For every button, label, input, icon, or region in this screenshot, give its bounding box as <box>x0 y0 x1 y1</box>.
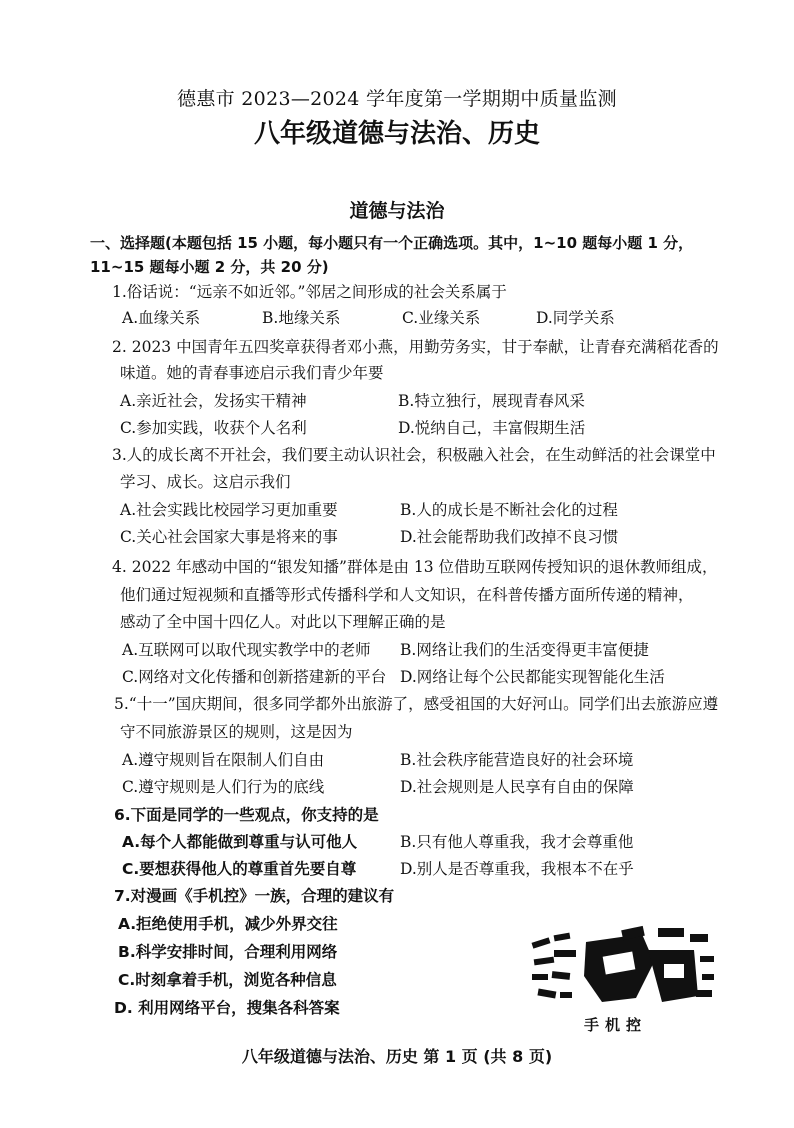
page-footer: 八年级道德与法治、历史 第 1 页 (共 8 页) <box>241 1047 553 1066</box>
exam-title: 德惠市 2023—2024 学年度第一学期期中质量监测 <box>177 88 617 110</box>
q1-option-d: D.同学关系 <box>536 309 615 327</box>
question-4-stem-1: 4. 2022 年感动中国的“银发知播”群体是由 13 位借助互联网传授知识的退休教师组成， <box>112 558 718 576</box>
q2-option-c: C.参加实践，收获个人名利 <box>120 419 307 437</box>
q5-option-b: B.社会秩序能营造良好的社会环境 <box>400 751 634 769</box>
q3-option-b: B.人的成长是不断社会化的过程 <box>400 501 618 519</box>
instructions-line-1: 一、选择题(本题包括 15 小题，每小题只有一个正确选项。其中，1~10 题每小题 1 分， <box>90 234 694 252</box>
question-4-stem-3: 感动了全中国十四亿人。对此以下理解正确的是 <box>120 613 446 631</box>
question-5-stem-1: 5.“十一”国庆期间，很多同学都外出旅游了，感受祖国的大好河山。同学们出去旅游应遵 <box>114 695 719 713</box>
phone-addiction-cartoon-icon <box>524 920 720 1020</box>
q6-option-a: A.每个人都能做到尊重与认可他人 <box>122 833 358 851</box>
q3-option-c: C.关心社会国家大事是将来的事 <box>120 528 338 546</box>
q7-option-d: D. 利用网络平台，搜集各科答案 <box>114 999 340 1017</box>
cartoon-caption: 手机控 <box>584 1016 648 1034</box>
question-2-stem-2: 味道。她的青春事迹启示我们青少年要 <box>120 364 384 382</box>
q6-option-d: D.别人是否尊重我，我根本不在乎 <box>400 860 634 878</box>
q7-option-a: A.拒绝使用手机，减少外界交往 <box>118 915 338 933</box>
question-7-stem: 7.对漫画《手机控》一族，合理的建议有 <box>114 887 395 905</box>
q5-option-d: D.社会规则是人民享有自由的保障 <box>400 778 634 796</box>
q5-option-a: A.遵守规则旨在限制人们自由 <box>122 751 325 769</box>
q1-option-b: B.地缘关系 <box>262 309 341 327</box>
q6-option-c: C.要想获得他人的尊重首先要自尊 <box>122 860 357 878</box>
q1-option-c: C.业缘关系 <box>402 309 481 327</box>
q4-option-b: B.网络让我们的生活变得更丰富便捷 <box>400 641 649 659</box>
question-3-stem-1: 3.人的成长离不开社会，我们要主动认识社会，积极融入社会，在生动鲜活的社会课堂中 <box>112 446 716 464</box>
q3-option-d: D.社会能帮助我们改掉不良习惯 <box>400 528 619 546</box>
section-title: 道德与法治 <box>349 200 445 222</box>
q3-option-a: A.社会实践比校园学习更加重要 <box>120 501 338 519</box>
q7-option-c: C.时刻拿着手机，浏览各种信息 <box>118 971 337 989</box>
q4-option-a: A.互联网可以取代现实教学中的老师 <box>122 641 371 659</box>
q2-option-d: D.悦纳自己，丰富假期生活 <box>398 419 586 437</box>
instructions-line-2: 11~15 题每小题 2 分，共 20 分) <box>90 258 329 276</box>
q2-option-a: A.亲近社会，发扬实干精神 <box>120 392 307 410</box>
q5-option-c: C.遵守规则是人们行为的底线 <box>122 778 325 796</box>
q1-option-a: A.血缘关系 <box>122 309 201 327</box>
question-3-stem-2: 学习、成长。这启示我们 <box>120 473 291 491</box>
q4-option-c: C.网络对文化传播和创新搭建新的平台 <box>122 668 387 686</box>
exam-subtitle: 八年级道德与法治、历史 <box>253 119 540 149</box>
question-2-stem-1: 2. 2023 中国青年五四奖章获得者邓小燕，用勤劳务实，甘于奉献，让青春充满稻花香的 <box>112 338 719 356</box>
q7-option-b: B.科学安排时间，合理利用网络 <box>118 943 338 961</box>
q2-option-b: B.特立独行，展现青春风采 <box>398 392 585 410</box>
question-1-stem: 1.俗话说：“远亲不如近邻。”邻居之间形成的社会关系属于 <box>112 283 507 301</box>
question-5-stem-2: 守不同旅游景区的规则，这是因为 <box>120 723 353 741</box>
question-6-stem: 6.下面是同学的一些观点，你支持的是 <box>114 806 379 824</box>
q6-option-b: B.只有他人尊重我，我才会尊重他 <box>400 833 634 851</box>
question-4-stem-2: 他们通过短视频和直播等形式传播科学和人文知识，在科普传播方面所传递的精神， <box>120 586 694 604</box>
q4-option-d: D.网络让每个公民都能实现智能化生活 <box>400 668 665 686</box>
